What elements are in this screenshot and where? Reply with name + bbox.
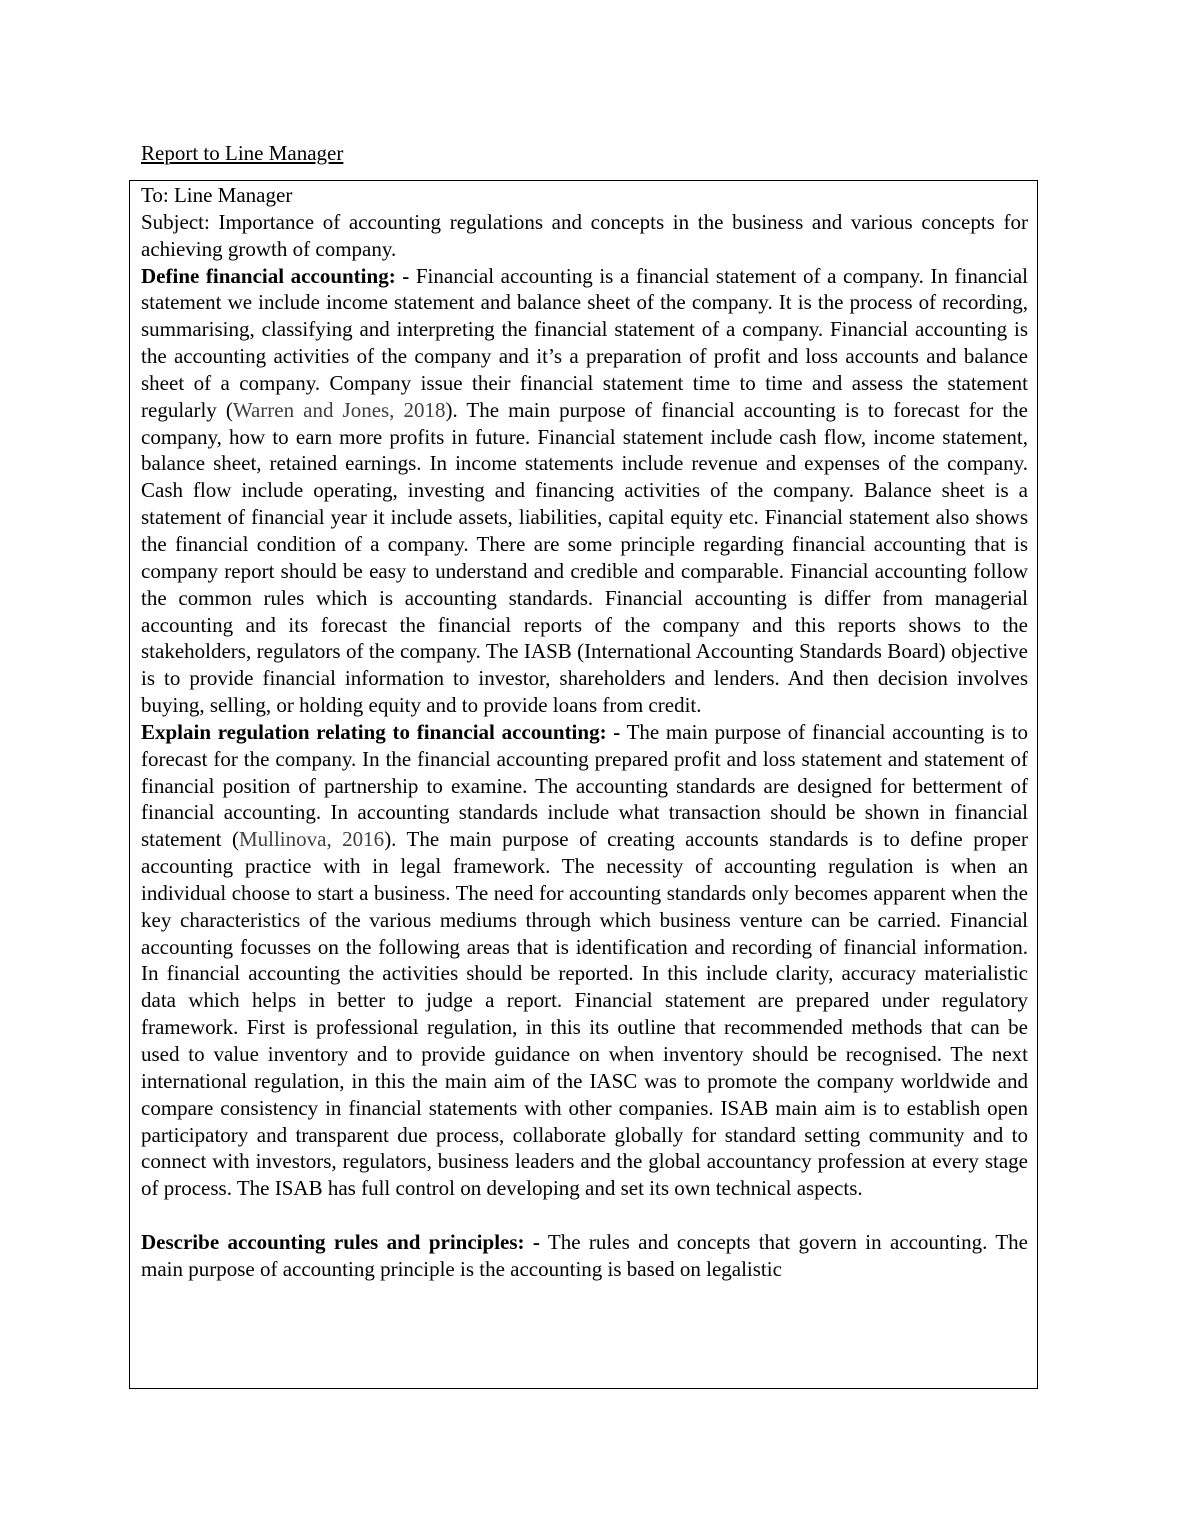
- section-body: ). The main purpose of financial accounting is to forecast for the company, how to earn more profits in future. Financial statement include cash flow, income statement, balance sheet, retained earnings. In income statements include revenue and expenses of the company. Cash flow include operating, investing and financing activities of the company. Balance sheet is a statement of financial year it include assets, liabilities, capital equity etc. Financial statement also shows the financial condition of a company. There are some principle regarding financial accounting that is company report should be easy to understand and credible and comparable. Financial accounting follow the common rules which is accounting standards. Financial accounting is differ from managerial accounting and its forecast the financial reports of the company and this reports shows to the stakeholders, regulators of the company. The IASB (International Accounting Standards Board) objective is to provide financial information to investor, shareholders and lenders. And then decision involves buying, selling, or holding equity and to provide loans from credit.: [141, 397, 1028, 718]
- section-title: Define financial accounting: -: [141, 263, 410, 288]
- section-explain-regulation: [141, 719, 1028, 1202]
- memo-subject: Subject: Importance of accounting regulations and concepts in the business and various concepts for achieving growth of company.: [141, 209, 1028, 261]
- section-title: Describe accounting rules and principles: -: [141, 1229, 540, 1254]
- report-box: [129, 180, 1038, 1389]
- report-heading: Report to Line Manager: [141, 141, 344, 165]
- section-describe-rules: [141, 1229, 1028, 1283]
- section-title: Explain regulation relating to financial accounting: -: [141, 719, 621, 744]
- section-define-financial-accounting: [141, 263, 1028, 719]
- citation: Mullinova, 2016: [238, 827, 385, 852]
- section-body: The rules and concepts that govern in accounting. The main purpose of accounting principle is the accounting is based on legalistic: [141, 1229, 1028, 1281]
- section-body: Financial accounting is a financial statement of a company. In financial statement we include income statement and balance sheet of the company. It is the process of recording, summarising, classifying and interpreting the financial statement of a company. Financial accounting is the accounting activities of the company and it’s a preparation of profit and loss accounts and balance sheet of a company. Company issue their financial statement time to time and assess the statement regularly (: [141, 263, 1029, 422]
- section-body: ). The main purpose of creating accounts standards is to define proper accounting practice with in legal framework. The necessity of accounting regulation is when an individual choose to start a business. The need for accounting standards only becomes apparent when the key characteristics of the various mediums through which business venture can be carried. Financial accounting focusses on the following areas that is identification and recording of financial information. In financial accounting the activities should be reported. In this include clarity, accuracy materialistic data which helps in better to judge a report. Financial statement are prepared under regulatory framework. First is professional regulation, in this its outline that recommended methods that can be used to value inventory and to provide guidance on when inventory should be recognised. The next international regulation, in this the main aim of the IASC was to promote the company worldwide and compare consistency in financial statements with other companies. ISAB main aim is to establish open participatory and transparent due process, collaborate globally for standard setting community and to connect with investors, regulators, business leaders and the global accountancy profession at every stage of process. The ISAB has full control on developing and set its own technical aspects.: [141, 827, 1028, 1201]
- citation: Warren and Jones, 2018: [232, 397, 446, 422]
- report-content: [141, 182, 1028, 1283]
- section-body: The main purpose of financial accounting is to forecast for the company. In the financial accounting prepared profit and loss statement and statement of financial position of partnership to examine. The accounting standards are designed for betterment of financial accounting. In accounting standards include what transaction should be shown in financial statement (: [141, 719, 1028, 852]
- memo-to: To: Line Manager: [141, 183, 293, 207]
- paragraph-spacer: [141, 1202, 1028, 1229]
